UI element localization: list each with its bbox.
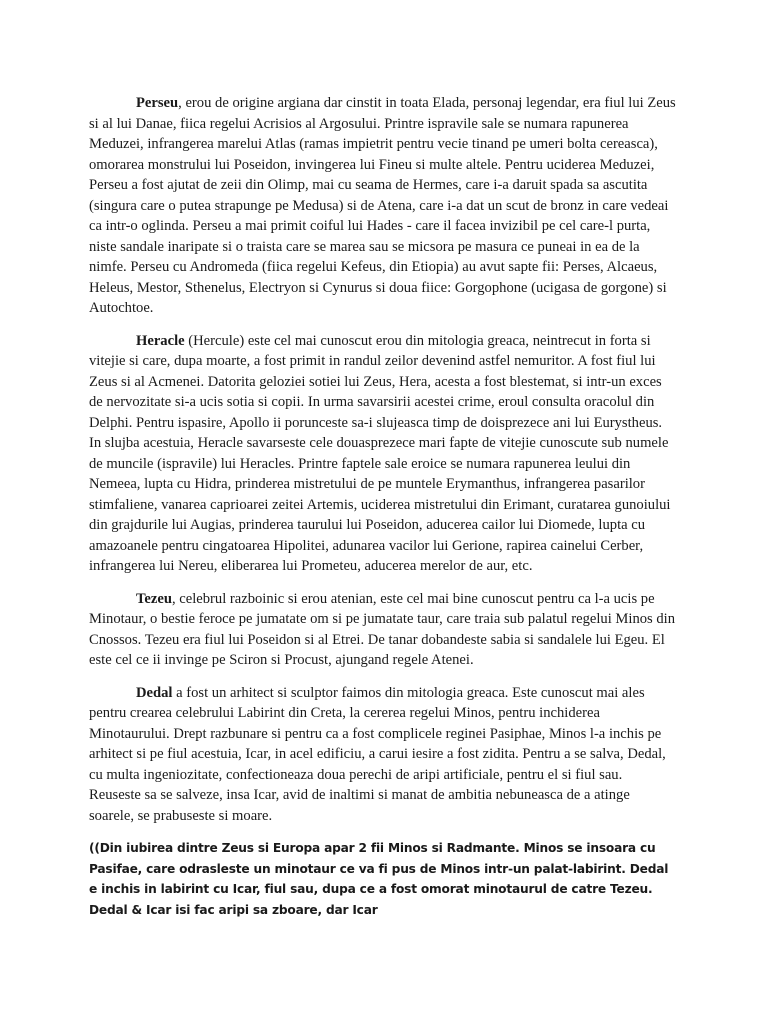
paragraph-dedal-text: a fost un arhitect si sculptor faimos din mitologia greaca. Este cunoscut mai ales pentru crearea celebrului Labirint din Creta, la cererea regelui Minos, pentru inchiderea Minotaurului. Drept razbunare si pentru ca a fost complicele reginei Pasiphae, Minos l-a inchis pe arhitect si pe fiul acestuia, Icar, in acel edificiu, a carui iesire a fost zidita. Pentru a se salva, Dedal, cu multa ingeniozitate, confectioneaza doua perechi de aripi artificiale, pentru el si fiul sau. Reuseste sa se salveze, insa Icar, avid de inaltimi si manat de ambitia nebuneasca de a atinge soarele, se prabuseste si moare. bbox=[89, 684, 666, 824]
note-paragraph: ((Din iubirea dintre Zeus si Europa apar 2 fii Minos si Radmante. Minos se insoara cu Pasifae, care odrasleste un minotaur ce va fi pus de Minos intr-un palat-labirint. Dedal e inchis in labirint cu Icar, fiul sau, dupa ce a fost omorat minotaurul de catre Tezeu. Dedal & Icar isi fac aripi sa zboare, dar Icar bbox=[89, 841, 669, 917]
paragraph-heracle-text: (Hercule) este cel mai cunoscut erou din mitologia greaca, neintrecut in forta si vitejie si care, dupa moarte, a fost primit in randul zeilor devenind astfel nemuritor. A fost fiul lui Zeus si al Acmenei. Datorita geloziei sotiei lui Zeus, Hera, acesta a fost blestemat, si intr-un exces de nervozitate si-a ucis sotia si copii. In urma savarsirii acestei crime, eroul consulta oracolul din Delphi. Pentru ispasire, Apollo ii porunceste sa-i slujeasca timp de doisprezece ani lui Eurystheus. In slujba acestuia, Heracle savarseste cele douasprezece mari fapte de vitejie cunoscute sub numele de muncile (ispravile) lui Heracles. Printre faptele sale eroice se numara rapunerea leului din Nemeea, lupta cu Hidra, prinderea mistretului de pe muntele Erymanthus, infrangerea pasarilor stimfaliene, vanarea caprioarei zeitei Artemis, uciderea mistretului din Erimant, curatarea gunoiului din grajdurile lui Augias, prinderea taurului lui Poseidon, aducerea cailor lui Diomede, lupta cu amazoanele pentru cingatoarea Hipolitei, adunarea vacilor lui Gerione, rapirea cainelui Cerber, infrangerea lui Nereu, eliberarea lui Prometeu, aducerea merelor de aur, etc. bbox=[89, 332, 671, 574]
hero-name-heracle: Heracle bbox=[136, 332, 185, 349]
paragraph-tezeu bbox=[89, 589, 677, 671]
paragraph-dedal bbox=[89, 683, 677, 827]
paragraph-heracle bbox=[89, 331, 677, 577]
document-body bbox=[89, 93, 677, 920]
hero-name-dedal: Dedal bbox=[136, 684, 173, 701]
hero-name-tezeu: Tezeu bbox=[136, 590, 172, 607]
hero-name-perseu: Perseu bbox=[136, 95, 179, 111]
paragraph-tezeu-text: , celebrul razboinic si erou atenian, este cel mai bine cunoscut pentru ca l-a ucis pe Minotaur, o bestie feroce pe jumatate om si pe jumatate taur, care traia sub palatul regelui Minos din Cnossos. Tezeu era fiul lui Poseidon si al Etrei. De tanar dobandeste sabia si sandalele lui Egeu. El este cel ce ii invinge pe Sciron si Procust, ajungand regele Atenei. bbox=[89, 590, 676, 668]
paragraph-perseu-text: , erou de origine argiana dar cinstit in toata Elada, personaj legendar, era fiul lui Zeus si al lui Danae, fiica regelui Acrisios al Argosului. Printre ispravile sale se numara rapunerea Meduzei, infrangerea marelui Atlas (ramas impietrit pentru vecie tinand pe umeri bolta cereasca), omorarea monstrului lui Poseidon, invingerea lui Fineu si multe altele. Pentru uciderea Meduzei, Perseu a fost ajutat de zeii din Olimp, mai cu seama de Hermes, care i-a daruit spada sa ascutita (singura care o putea strapunge pe Medusa) si de Atena, care i-a dat un scut de bronz in care vedeai ca intr-o oglinda. Perseu a mai primit coiful lui Hades - care il facea invizibil pe cel care-l purta, niste sandale inaripate si o traista care se marea sau se micsora pe masura ce puneai in ea de la nimfe. Perseu cu Andromeda (fiica regelui Kefeus, din Etiopia) au avut sapte fii: Perses, Alcaeus, Heleus, Mestor, Sthenelus, Electryon si Cynurus si doua fiice: Gorgophone (ucigasa de gorgone) si Autochtoe. bbox=[89, 95, 676, 316]
paragraph-perseu bbox=[89, 93, 677, 319]
